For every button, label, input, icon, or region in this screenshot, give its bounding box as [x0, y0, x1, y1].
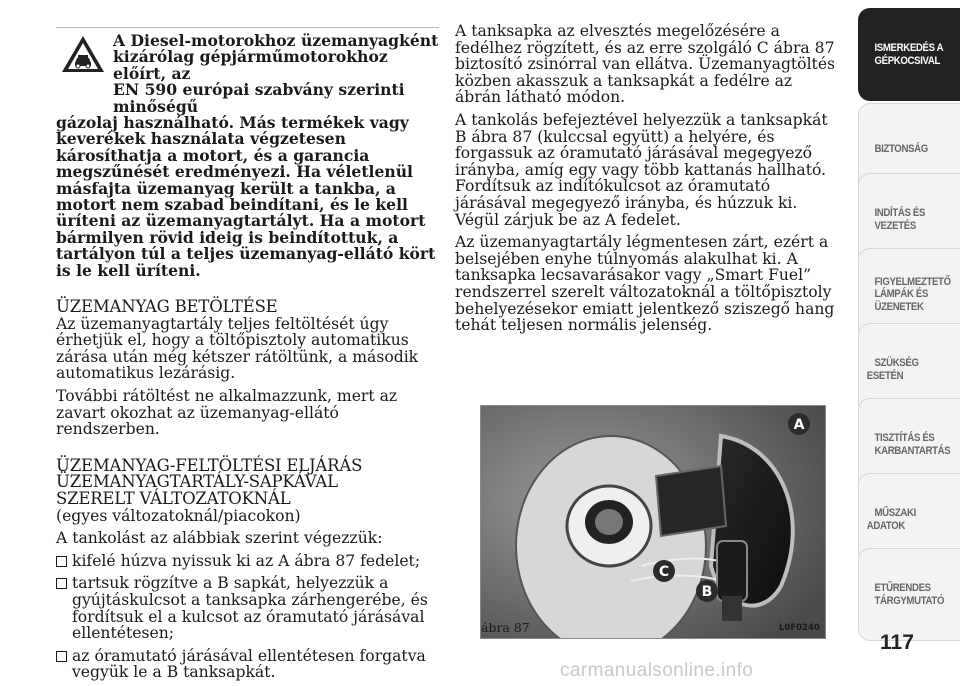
- tab-maintenance[interactable]: TISZTÍTÁS ÉS KARBANTARTÁS: [858, 398, 960, 491]
- right-paragraph-2: A tankolás befejeztével helyezzük a tanksapkát B ábra 87 (kulccsal együtt) a helyére, és forgassuk az óramutató járásával megegyező irányba, amíg egy vagy több kattanás hallható. Fordítsuk az indítókulcsot az óramutató járásával megegyező irányba, és húzzuk ki. Végül zárjuk be az A fedelet.: [455, 110, 828, 229]
- section-title-refuel: ÜZEMANYAG BETÖLTÉSE: [56, 297, 278, 317]
- refuel-paragraph-2: További rátöltést ne alkalmazzunk, mert az zavart okozhat az üzemanyag-ellátó rendszerben.: [56, 387, 398, 439]
- section-title-procedure-1: ÜZEMANYAG-FELTÖLTÉSI ELJÁRÁS: [56, 455, 363, 475]
- figure-code: L0F0240: [779, 623, 820, 633]
- checkbox-bullet-icon: [56, 556, 67, 567]
- warning-line-1: A Diesel-motorokhoz üzemanyagként: [113, 31, 439, 50]
- warning-body: gázolaj használható. Más termékek vagy keverékek használata végzetesen károsíthatja a motort, és a garancia megszűnését eredményezi. Ha véletlenül másfajta üzemanyag került a tankba, a motort nem szabad beindítani, és le kell üríteni az üzemanyagtartályt. Ha a motort bármilyen rövid ideig is beindítottuk, a tartályon túl a teljes üzemanyag-ellátó kört is le kell üríteni.: [56, 113, 436, 280]
- list-item: tartsuk rögzítve a B sapkát, helyezzük a gyújtáskulcsot a tanksapka zárhengerébe, és fordítsuk el a kulcsot az óramutató járásával ellentétesen;: [56, 575, 440, 641]
- list-item: az óramutató járásával ellentétesen forgatva vegyük le a B tanksapkát.: [56, 648, 440, 681]
- warning-text: [56, 33, 440, 279]
- refuel-paragraph-1: Az üzemanyagtartály teljes feltöltését úgy érhetjük el, hogy a töltőpisztoly automatikus zárása után még kétszer rátöltünk, a második automatikus lezárásig.: [56, 314, 419, 383]
- warning-line-3: EN 590 európai szabvány szerinti minőségű: [113, 80, 405, 116]
- checkbox-bullet-icon: [56, 651, 67, 662]
- tab-safety[interactable]: BIZTONSÁG: [858, 103, 960, 196]
- right-column: [455, 23, 840, 334]
- label-a: A: [793, 417, 805, 433]
- tab-index[interactable]: ETŰRENDES TÁRGYMUTATÓ: [858, 548, 960, 641]
- left-column: [56, 33, 440, 686]
- procedure-subtitle: (egyes változatoknál/piacokon): [56, 506, 301, 525]
- label-b: B: [701, 584, 713, 600]
- figure-caption: ábra 87: [481, 620, 530, 635]
- tab-starting-driving[interactable]: INDÍTÁS ÉS VEZETÉS: [858, 173, 960, 266]
- tab-getting-to-know[interactable]: ISMERKEDÉS A GÉPKOCSIVAL: [858, 8, 960, 101]
- procedure-intro: A tankolást az alábbiak szerint végezzük:: [56, 529, 383, 548]
- section-title-procedure-3: SZERELT VÁLTOZATOKNÁL: [56, 489, 291, 509]
- chapter-sidebar: [858, 0, 960, 686]
- section-title-procedure-2: ÜZEMANYAGTARTÁLY-SAPKÁVAL: [56, 472, 338, 492]
- top-rule: [56, 27, 439, 28]
- right-paragraph-3: Az üzemanyagtartály légmentesen zárt, ezért a belsejében enyhe túlnyomás alakulhat ki. A tanksapka lecsavarásakor vagy „Smart Fuel” rendszerrel szerelt változatoknál a töltőpisztoly behelyezésekor emiatt jelentkező sziszegő hang tehát teljesen normális jelenség.: [455, 233, 835, 335]
- page-number: 117: [880, 631, 914, 654]
- fuel-cap-figure: [480, 405, 826, 639]
- checkbox-bullet-icon: [56, 578, 67, 589]
- tab-warning-lights[interactable]: FIGYELMEZTETŐ LÁMPÁK ÉS ÜZENETEK: [858, 248, 960, 341]
- fuel-cap-illustration: [481, 406, 826, 639]
- warning-line-2: kizárólag gépjárműmotorokhoz előírt, az: [113, 47, 388, 83]
- procedure-steps: [56, 553, 440, 681]
- right-paragraph-1: A tanksapka az elvesztés megelőzésére a fedélhez rögzített, és az erre szolgáló C ábra 87 biztosító zsinórral van ellátva. Üzemanyagtöltés közben akasszuk a tanksapkát a fedélre az ábrán látható módon.: [455, 22, 836, 107]
- list-item: kifelé húzva nyissuk ki az A ábra 87 fedelet;: [56, 553, 440, 570]
- label-c: C: [658, 564, 670, 580]
- tab-technical-data[interactable]: MŰSZAKI ADATOK: [858, 473, 960, 566]
- tab-emergency[interactable]: SZÜKSÉG ESETÉN: [858, 323, 960, 416]
- footer-watermark: carmanualsonline.info: [560, 660, 754, 681]
